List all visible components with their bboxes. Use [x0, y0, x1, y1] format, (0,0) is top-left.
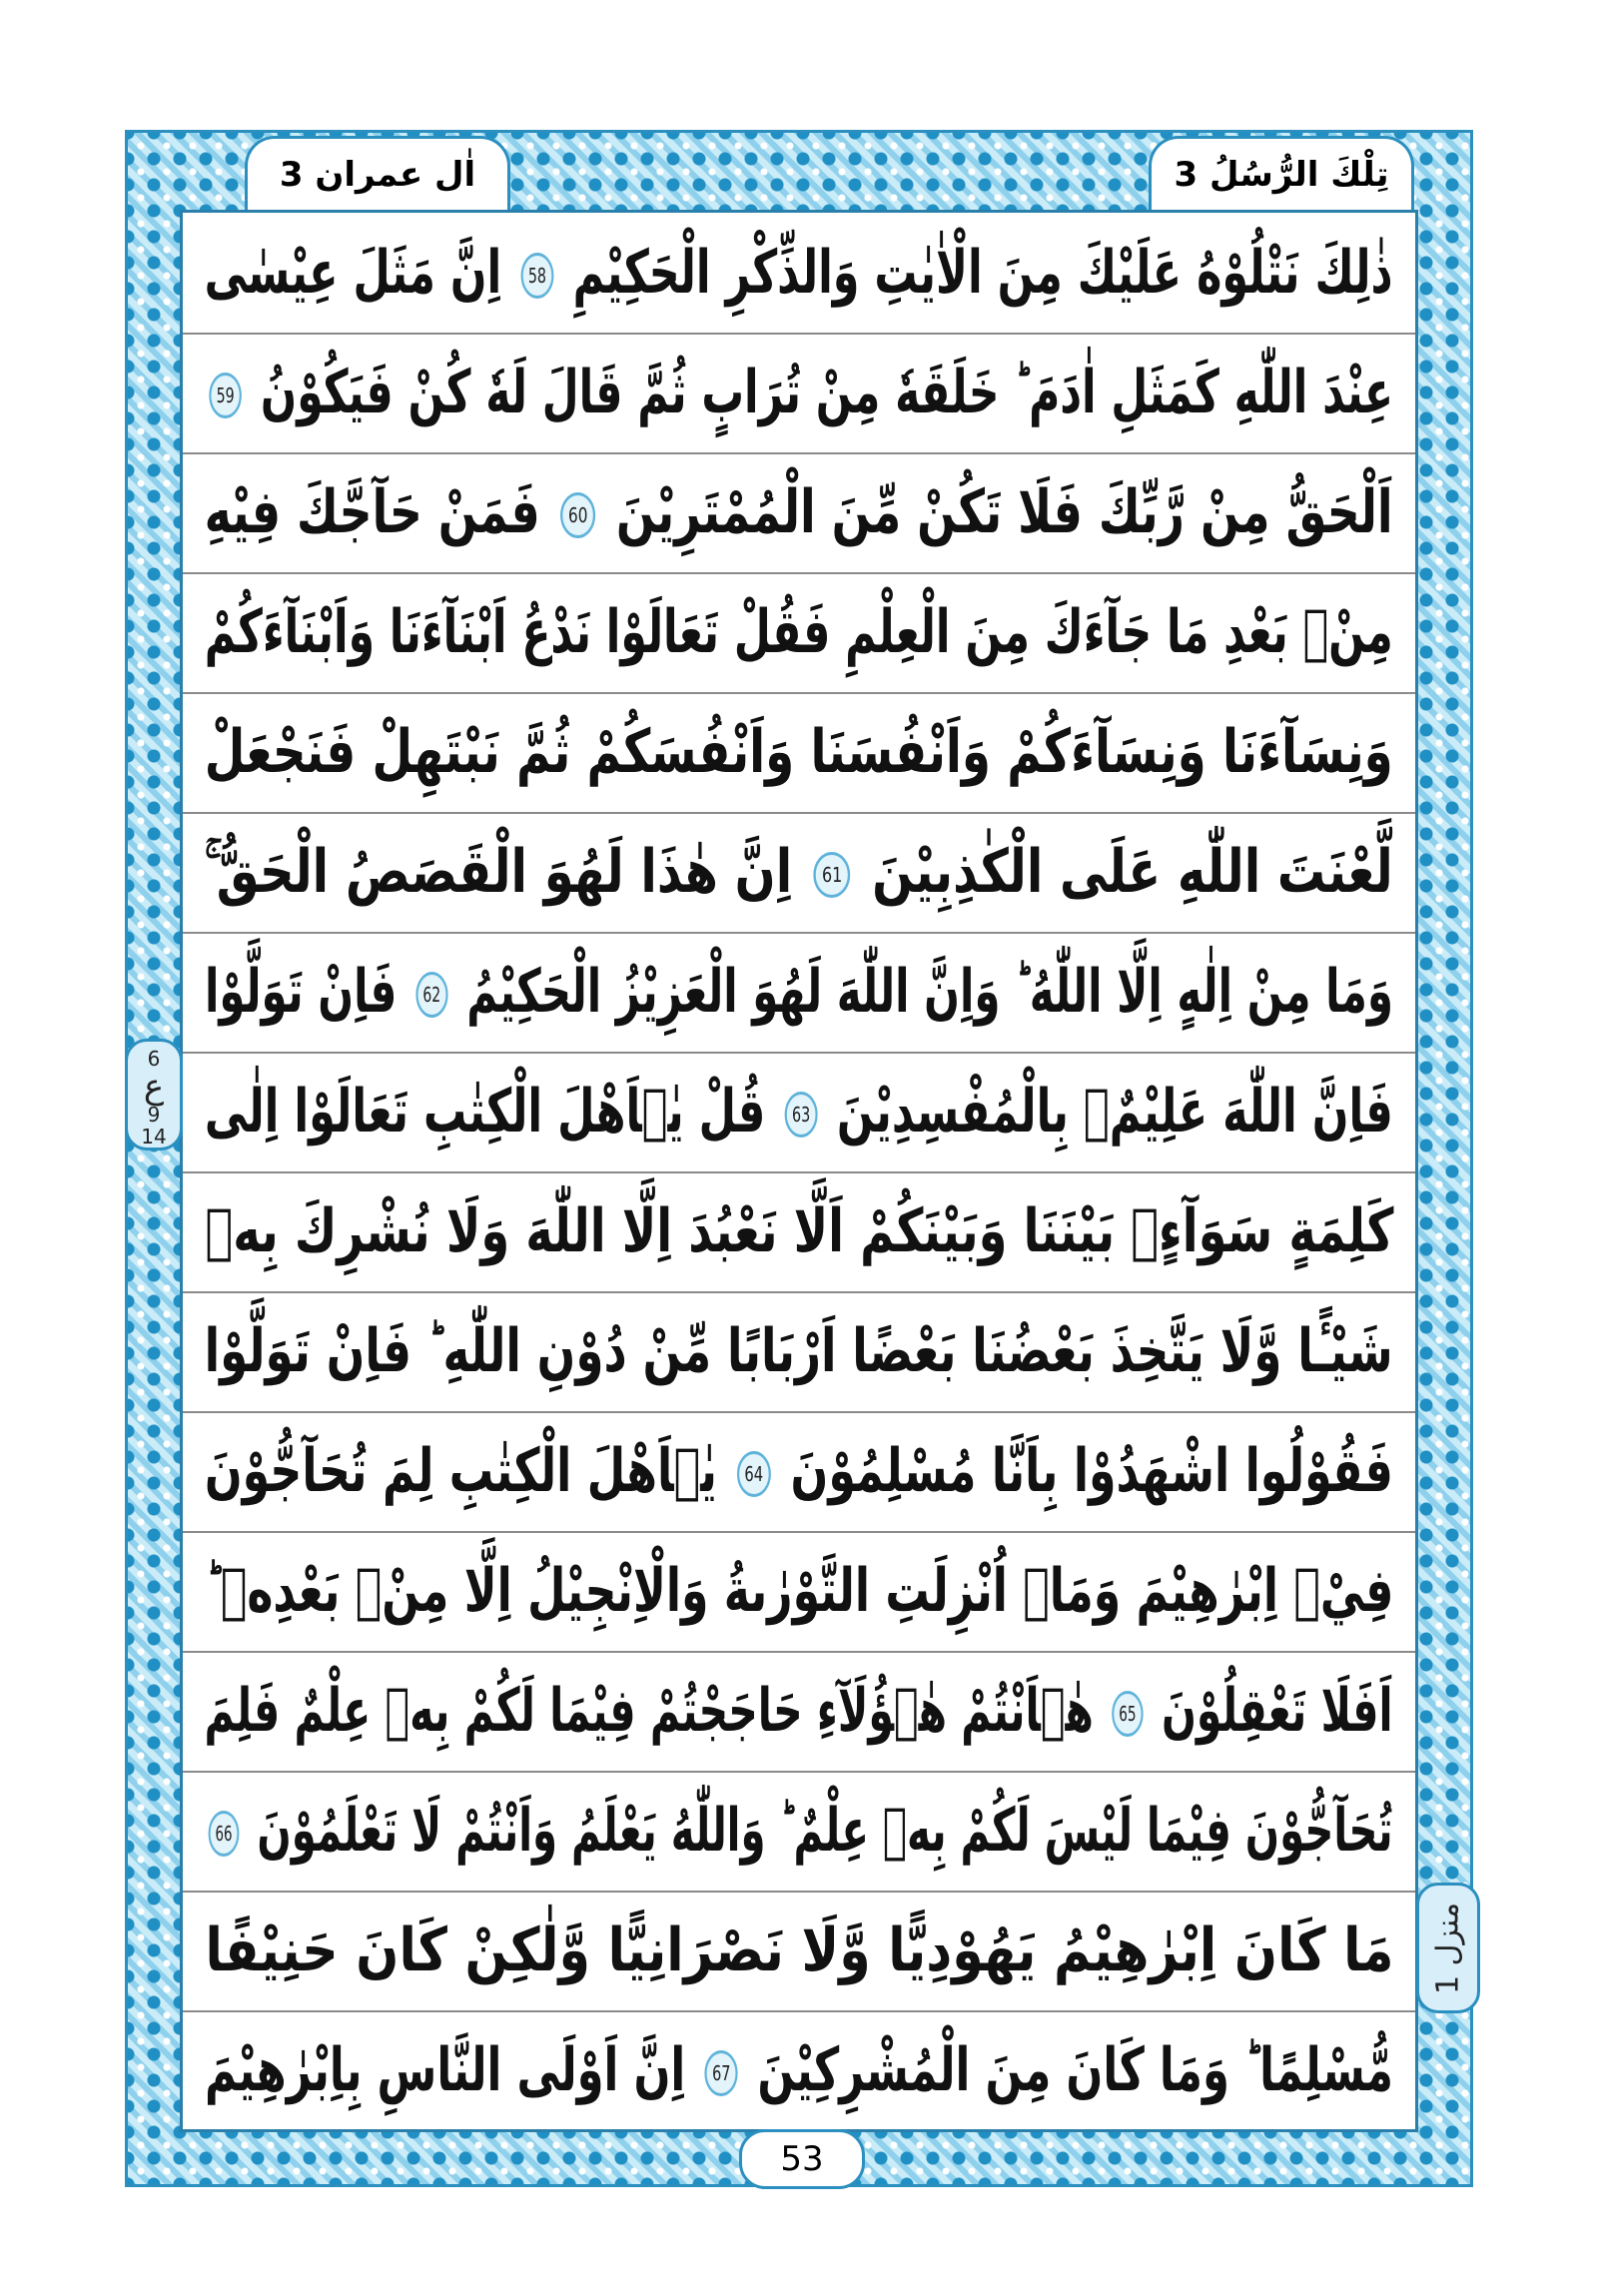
verse-line — [183, 213, 1415, 335]
juz-name: تِلْكَ الرُّسُلُ 3 — [1174, 155, 1389, 195]
ayah-number-marker: 63 — [785, 1092, 818, 1138]
verse-text: تُحَآجُّوْنَ فِيْمَا لَيْسَ لَكُمْ بِهٖ عِلْمٌ ؕ وَاللّٰهُ يَعْلَمُ وَاَنْتُمْ لَا تَعْلَمُوْنَ — [257, 1796, 1394, 1866]
ruku-bottom-number: 14 — [141, 1125, 167, 1148]
verse-line-text — [205, 238, 1393, 308]
ruku-mid-number: 9 — [147, 1103, 161, 1127]
verse-text: كَلِمَةٍ سَوَآءٍۢ بَيْنَنَا وَبَيْنَكُمْ اَلَّا نَعْبُدَ اِلَّا اللّٰهَ وَلَا نُشْرِكَ بِهٖ — [205, 1196, 1393, 1266]
ayah-number-marker: 62 — [415, 972, 447, 1018]
verse-text: لَّعْنَتَ اللّٰهِ عَلَى الْكٰذِبِيْنَ — [872, 837, 1394, 907]
verse-line — [183, 812, 1415, 934]
verse-text: فَاِنَّ اللّٰهَ عَلِيْمٌۢ بِالْمُفْسِدِيْنَ — [837, 1077, 1393, 1147]
verse-text: قُلْ يٰۤاَهْلَ الْكِتٰبِ تَعَالَوْا اِلٰى — [205, 1077, 766, 1147]
ayah-number-marker: 67 — [705, 2050, 738, 2096]
surah-name-header — [245, 136, 510, 211]
verse-text: هٰۤاَنْتُمْ هٰۤؤُلَآءِ حَاجَجْتُمْ فِيْمَا لَكُمْ بِهٖ عِلْمٌ فَلِمَ — [205, 1676, 1095, 1746]
verse-line-text — [205, 597, 1393, 667]
verse-line-text — [205, 2035, 1393, 2105]
verse-line-text — [205, 717, 1393, 787]
verse-text: اِنَّ هٰذَا لَهُوَ الْقَصَصُ الْحَقُّ ۚ — [205, 837, 793, 907]
ayah-number-marker: 66 — [209, 1811, 240, 1857]
verse-line-text — [205, 358, 1393, 427]
verse-line-text — [205, 1676, 1393, 1746]
verse-line — [183, 932, 1415, 1054]
ayah-number-marker: 65 — [1113, 1691, 1144, 1737]
verse-line — [183, 572, 1415, 694]
page-number: 53 — [739, 2129, 865, 2189]
text-area — [180, 210, 1418, 2132]
verse-text: يٰۤاَهْلَ الْكِتٰبِ لِمَ تُحَآجُّوْنَ — [205, 1436, 718, 1506]
verse-line-text — [205, 1196, 1393, 1266]
verse-text: اَفَلَا تَعْقِلُوْنَ — [1162, 1676, 1394, 1746]
verse-line — [183, 333, 1415, 454]
verse-line — [183, 1411, 1415, 1533]
verse-text: شَيْـًٔا وَّلَا يَتَّخِذَ بَعْضُنَا بَعْضًا اَرْبَابًا مِّنْ دُوْنِ اللّٰهِ ؕ فَاِنْ تَوَلَّوْا — [205, 1316, 1394, 1386]
verse-line — [183, 1291, 1415, 1413]
verse-line-text — [205, 837, 1393, 907]
verse-text: وَنِسَآءَنَا وَنِسَآءَكُمْ وَاَنْفُسَنَا وَاَنْفُسَكُمْ ثُمَّ نَبْتَهِلْ فَنَجْعَلْ — [205, 717, 1394, 787]
verse-line — [183, 2010, 1415, 2130]
ayah-number-marker: 58 — [521, 253, 554, 299]
ruku-symbol: ع — [143, 1067, 165, 1107]
ruku-top-number: 6 — [147, 1047, 161, 1071]
verse-text: اَلْحَقُّ مِنْ رَّبِّكَ فَلَا تَكُنْ مِّنَ الْمُمْتَرِيْنَ — [616, 477, 1393, 547]
verse-text: اِنَّ مَثَلَ عِيْسٰى — [205, 238, 502, 308]
verse-text: فَقُوْلُوا اشْهَدُوْا بِاَنَّا مُسْلِمُوْنَ — [790, 1436, 1393, 1506]
manzil-marker — [1416, 1883, 1480, 2013]
verse-line-text — [205, 1316, 1393, 1386]
verse-text: عِنْدَ اللّٰهِ كَمَثَلِ اٰدَمَ ؕ خَلَقَهٗ مِنْ تُرَابٍ ثُمَّ قَالَ لَهٗ كُنْ فَيَكُوْنُ — [260, 358, 1394, 427]
verse-line — [183, 692, 1415, 814]
verse-line — [183, 1052, 1415, 1173]
verse-line — [183, 1651, 1415, 1773]
verse-line-text — [205, 1077, 1393, 1147]
verse-text: ذٰلِكَ نَتْلُوْهُ عَلَيْكَ مِنَ الْاٰيٰتِ وَالذِّكْرِ الْحَكِيْمِ — [573, 238, 1394, 308]
verse-text: مَا كَانَ اِبْرٰهِيْمُ يَهُوْدِيًّا وَّلَا نَصْرَانِيًّا وَّلٰكِنْ كَانَ حَنِيْفًا — [205, 1915, 1393, 1985]
verse-line — [183, 1771, 1415, 1893]
verse-text: مِنْۢ بَعْدِ مَا جَآءَكَ مِنَ الْعِلْمِ فَقُلْ تَعَالَوْا نَدْعُ اَبْنَآءَنَا وَاَبْنَآءَكُمْ — [205, 597, 1394, 667]
verse-line-text — [205, 1436, 1393, 1506]
manzil-label: منزل 1 — [1430, 1902, 1466, 1994]
verse-text: مُّسْلِمًا ؕ وَمَا كَانَ مِنَ الْمُشْرِكِيْنَ — [757, 2035, 1394, 2105]
surah-name: اٰل عمران 3 — [279, 155, 476, 195]
verse-text: فَمَنْ حَآجَّكَ فِيْهِ — [205, 477, 541, 547]
verse-text: فَاِنْ تَوَلَّوْا — [205, 957, 398, 1027]
juz-name-header — [1149, 136, 1414, 211]
ayah-number-marker: 60 — [561, 492, 596, 538]
ayah-number-marker: 61 — [814, 852, 851, 898]
ruku-marker — [125, 1039, 183, 1150]
verse-text: اِنَّ اَوْلَى النَّاسِ بِاِبْرٰهِيْمَ — [205, 2035, 686, 2105]
verse-line — [183, 452, 1415, 574]
verse-line-text — [205, 1556, 1393, 1626]
ayah-number-marker: 64 — [737, 1451, 771, 1497]
verse-text: وَمَا مِنْ اِلٰهٍ اِلَّا اللّٰهُ ؕ وَاِنَّ اللّٰهَ لَهُوَ الْعَزِيْزُ الْحَكِيْمُ — [466, 957, 1394, 1027]
verse-line — [183, 1171, 1415, 1293]
verse-line — [183, 1891, 1415, 2012]
verse-line — [183, 1531, 1415, 1653]
verse-line-text — [205, 1915, 1393, 1985]
verse-text: فِيْۤ اِبْرٰهِيْمَ وَمَاۤ اُنْزِلَتِ التَّوْرٰىةُ وَالْاِنْجِيْلُ اِلَّا مِنْۢ بَعْدِهٖ ؕ — [205, 1556, 1393, 1626]
verse-line-text — [205, 477, 1393, 547]
verse-line-text — [205, 957, 1393, 1027]
ayah-number-marker: 59 — [209, 373, 242, 418]
verse-line-text — [205, 1796, 1393, 1866]
